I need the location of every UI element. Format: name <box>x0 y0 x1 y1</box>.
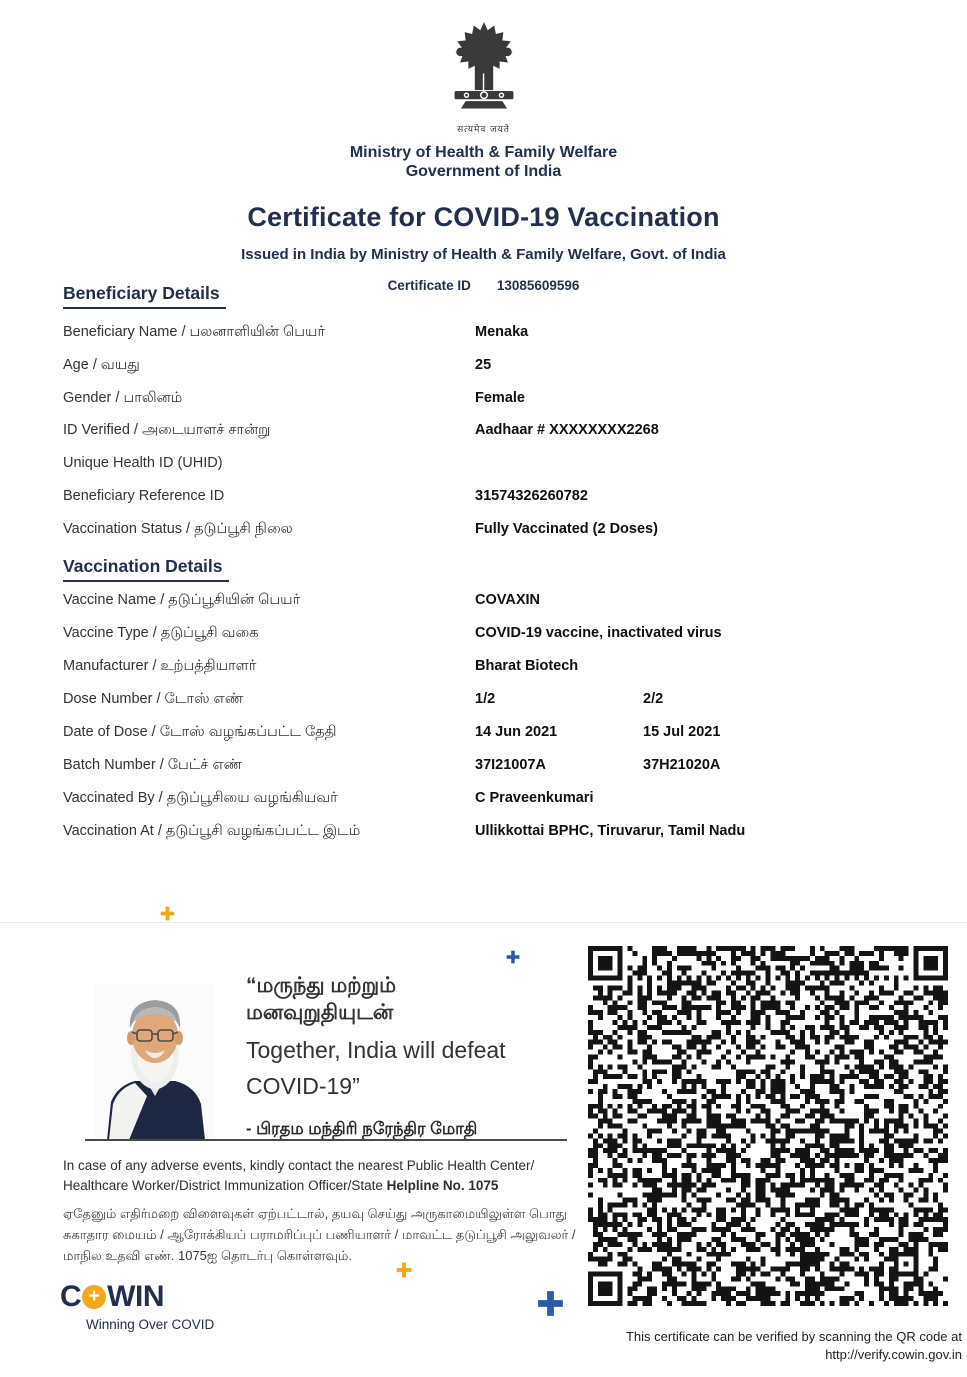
plus-decoration-icon <box>537 1290 564 1317</box>
table-row <box>63 324 923 357</box>
plus-decoration-icon <box>160 906 175 921</box>
row-value: C Praveenkumari <box>475 790 594 806</box>
cowin-logo-win: WIN <box>107 1280 164 1313</box>
cowin-tagline: Winning Over COVID <box>86 1317 215 1332</box>
table-row <box>63 625 923 658</box>
helpline-english-prefix: In case of any adverse events, kindly contact the nearest Public Health Center/ Healthcare Worker/District Immunization Officer/State <box>63 1158 535 1194</box>
table-row <box>63 390 923 423</box>
issued-by-line: Issued in India by Ministry of Health & Family Welfare, Govt. of India <box>241 246 726 263</box>
row-value: COVID-19 vaccine, inactivated virus <box>475 625 722 641</box>
table-row <box>63 724 923 757</box>
cowin-logo-c: C <box>60 1280 82 1313</box>
pm-quote-block <box>246 972 576 1141</box>
helpline-text-tamil: ஏதேனும் எதிர்மறை விளைவுகள் ஏற்பட்டால், தயவு செய்து அருகாமையிலுள்ள பொது சுகாதார மையம் / ஆரோக்கியப் பராமரிப்புப் பணியாளர் / மாவட்ட தடுப்பூசி அலுவலர் / மாநில உதவி எண். 1075ஐ தொடர்பு கொள்ளவும். <box>63 1206 576 1264</box>
row-value: Bharat Biotech <box>475 658 579 674</box>
certificate-title: Certificate for COVID-19 Vaccination <box>247 202 720 232</box>
row-label: Vaccine Name / தடுப்பூசியின் பெயர் <box>63 592 301 608</box>
beneficiary-details-table <box>63 324 923 554</box>
row-value: Female <box>475 389 525 406</box>
pm-modi-photo <box>95 984 215 1140</box>
table-row <box>63 823 923 856</box>
row-value: 14 Jun 2021 <box>475 724 558 740</box>
table-row <box>63 455 923 488</box>
quote-english-line1: Together, India will defeat <box>246 1037 506 1063</box>
quote-underline-rule <box>85 1139 567 1141</box>
row-label: Vaccination At / தடுப்பூசி வழங்கப்பட்ட இடம் <box>63 823 361 839</box>
row-value: Menaka <box>475 324 529 340</box>
row-label: Unique Health ID (UHID) <box>63 455 223 472</box>
ministry-line1: Ministry of Health & Family Welfare <box>349 144 618 161</box>
table-row <box>63 357 923 390</box>
quote-english-line2: COVID-19” <box>246 1073 360 1099</box>
verify-instruction <box>560 1328 962 1363</box>
row-value: 1/2 <box>475 691 496 707</box>
row-value: Fully Vaccinated (2 Doses) <box>475 520 658 537</box>
footer-divider <box>0 922 967 923</box>
helpline-text-english <box>63 1156 563 1197</box>
table-row <box>63 691 923 724</box>
ministry-line2: Government of India <box>405 163 562 180</box>
table-row <box>63 592 923 625</box>
quote-tamil-line2: மனவுறுதியுடன் <box>246 1001 394 1024</box>
table-row <box>63 757 923 790</box>
row-value-dose2: 15 Jul 2021 <box>643 724 721 740</box>
plus-decoration-icon <box>506 950 520 964</box>
row-label: Vaccine Type / தடுப்பூசி வகை <box>63 625 259 641</box>
row-label: Vaccinated By / தடுப்பூசியை வழங்கியவர் <box>63 790 338 806</box>
beneficiary-details-heading: Beneficiary Details <box>63 283 226 309</box>
table-row <box>63 422 923 455</box>
helpline-number: Helpline No. 1075 <box>386 1178 499 1194</box>
row-label: Beneficiary Reference ID <box>63 487 225 504</box>
quote-tamil-line1: “மருந்து மற்றும் <box>246 974 397 997</box>
row-value: Aadhaar # XXXXXXXX2268 <box>475 422 659 439</box>
row-value: COVAXIN <box>475 592 540 608</box>
row-value: 25 <box>475 356 492 373</box>
table-row <box>63 658 923 691</box>
quote-attribution: - பிரதம மந்திரி நரேந்திர மோதி <box>246 1120 478 1138</box>
cowin-plus-coin-icon: + <box>82 1285 106 1309</box>
row-label: Age / வயது <box>63 356 140 373</box>
row-value: Ullikkottai BPHC, Tiruvarur, Tamil Nadu <box>475 823 746 839</box>
row-label: Gender / பாலினம் <box>63 389 183 406</box>
row-label: Vaccination Status / தடுப்பூசி நிலை <box>63 520 293 537</box>
row-label: Dose Number / டோஸ் எண் <box>63 691 244 707</box>
table-row <box>63 790 923 823</box>
row-label: Manufacturer / உற்பத்தியாளர் <box>63 658 257 674</box>
row-value-dose2: 37H21020A <box>643 757 721 773</box>
row-label: Batch Number / பேட்ச் எண் <box>63 757 243 773</box>
emblem-motto: सत्यमेव जयते <box>457 124 510 134</box>
row-label: ID Verified / அடையாளச் சான்று <box>63 422 271 439</box>
certificate-id-label: Certificate ID <box>387 278 471 293</box>
verify-line2: http://verify.cowin.gov.in <box>825 1346 962 1362</box>
vaccination-details-heading: Vaccination Details <box>63 556 229 582</box>
certificate-id-value: 13085609596 <box>496 278 580 293</box>
table-row <box>63 488 923 521</box>
cowin-logo <box>60 1280 214 1332</box>
row-label: Date of Dose / டோஸ் வழங்கப்பட்ட தேதி <box>63 724 337 740</box>
row-label: Beneficiary Name / பலனாளியின் பெயர் <box>63 324 326 340</box>
row-value: 31574326260782 <box>475 487 588 504</box>
certificate-header <box>0 20 967 293</box>
india-national-emblem-icon <box>438 20 530 135</box>
row-value-dose2: 2/2 <box>643 691 664 707</box>
vaccination-details-table <box>63 592 923 856</box>
row-value: 37I21007A <box>475 757 546 773</box>
verify-line1: This certificate can be verified by scanning the QR code at <box>625 1329 962 1344</box>
qr-code <box>588 946 948 1306</box>
table-row <box>63 521 923 554</box>
